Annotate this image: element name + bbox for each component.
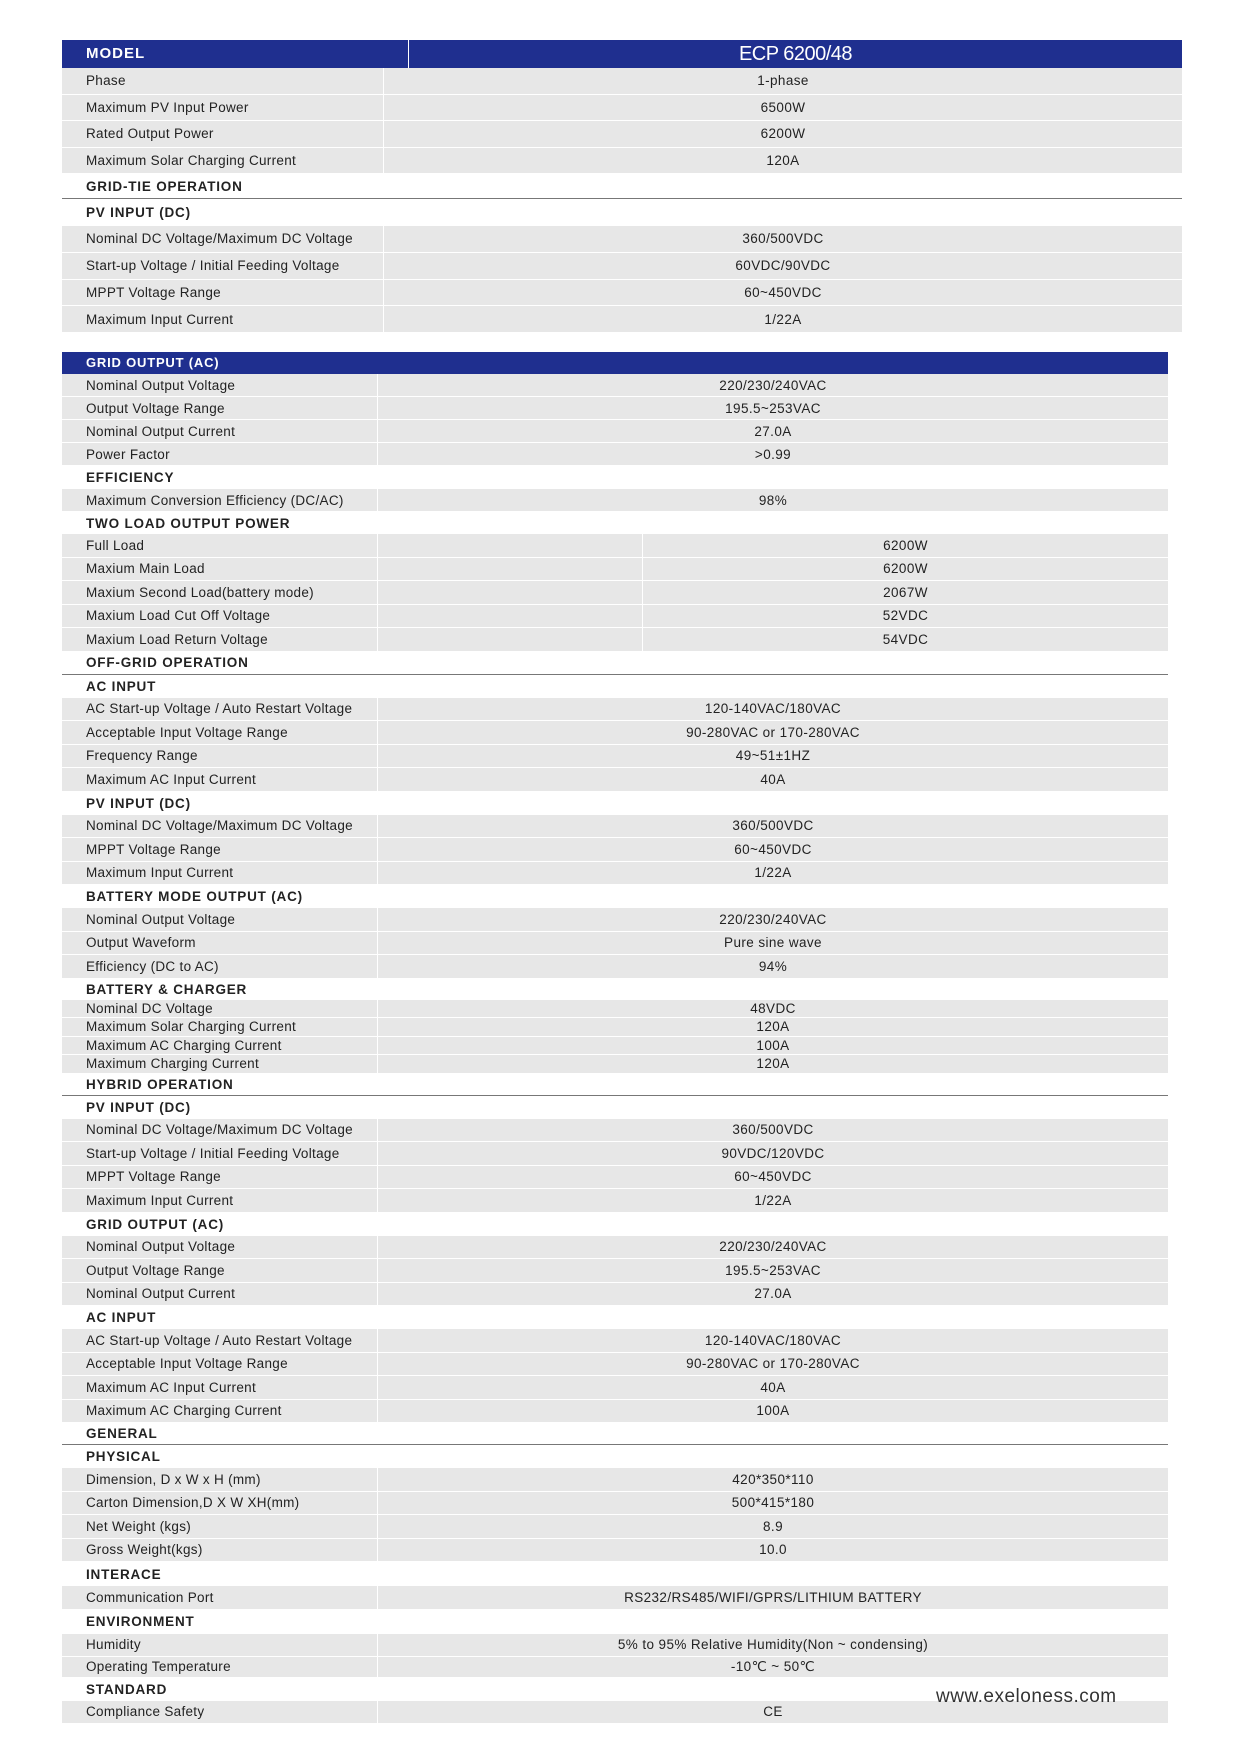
- subsection-title-ac-input: AC INPUT: [86, 1310, 157, 1325]
- section-title-hybrid: HYBRID OPERATION: [62, 1074, 1168, 1096]
- spec-label: Carton Dimension,D X W XH(mm): [62, 1492, 378, 1515]
- spec-row: [62, 1055, 1168, 1074]
- spec-row: [62, 121, 1182, 148]
- spec-value: 500*415*180: [731, 1495, 815, 1511]
- spec-row: [62, 1283, 1168, 1307]
- spec-row: [62, 1400, 1168, 1424]
- subsection-title-battery-mode: BATTERY MODE OUTPUT (AC): [86, 889, 303, 904]
- spec-row: [62, 932, 1168, 956]
- spec-row: [62, 420, 1168, 443]
- spec-row: [62, 226, 1182, 253]
- spec-value: 220/230/240VAC: [719, 1239, 827, 1255]
- spec-label: Maximum Charging Current: [62, 1055, 378, 1073]
- spec-row: [62, 374, 1168, 397]
- spec-value: 5% to 95% Relative Humidity(Non ~ condensing): [617, 1637, 929, 1652]
- spec-row: [62, 1166, 1168, 1190]
- spec-row: [62, 1376, 1168, 1400]
- spec-row: [62, 148, 1182, 175]
- spec-value: 90-280VAC or 170-280VAC: [686, 724, 860, 740]
- spec-value: 120-140VAC/180VAC: [704, 1332, 842, 1348]
- spec-value: 360/500VDC: [742, 231, 824, 247]
- spec-label: Output Waveform: [62, 932, 378, 955]
- spec-value: 360/500VDC: [732, 1122, 814, 1138]
- spec-label: Maximum Input Current: [62, 862, 378, 885]
- spec-value: CE: [763, 1704, 783, 1719]
- spec-label: Nominal Output Voltage: [62, 374, 378, 396]
- spec-value: 8.9: [763, 1518, 783, 1534]
- grid-output-header: [62, 352, 1168, 374]
- subsection-title-pv-input: PV INPUT (DC): [86, 205, 191, 220]
- spec-row: [62, 95, 1182, 122]
- spec-label: Maximum Solar Charging Current: [62, 148, 384, 174]
- spec-label: Maximum PV Input Power: [62, 95, 384, 121]
- spec-value: RS232/RS485/WIFI/GPRS/LITHIUM BATTERY: [624, 1589, 922, 1605]
- spec-label: Maxium Load Return Voltage: [62, 628, 378, 651]
- spec-row: [62, 558, 1168, 582]
- spec-value: 120A: [756, 1019, 790, 1035]
- spec-label: Nominal Output Current: [62, 420, 378, 442]
- spec-value: 195.5~253VAC: [725, 1262, 821, 1278]
- top-spec-table: [62, 40, 1182, 333]
- spec-row: [62, 1657, 1168, 1678]
- main-spec-table: [62, 352, 1168, 1724]
- spec-row: [62, 306, 1182, 333]
- spec-label: Maximum Solar Charging Current: [62, 1018, 378, 1036]
- spec-label: Output Voltage Range: [62, 1259, 378, 1282]
- spec-value: 6500W: [760, 99, 806, 115]
- spec-value: 1/22A: [764, 311, 802, 327]
- subsection-title-ac-input: AC INPUT: [86, 678, 157, 694]
- section-title-off-grid: OFF-GRID OPERATION: [62, 652, 1168, 675]
- spec-row: [62, 1000, 1168, 1019]
- spec-value: 49~51±1HZ: [735, 748, 811, 764]
- spec-value: 100A: [756, 1037, 790, 1053]
- spec-label: MPPT Voltage Range: [62, 1166, 378, 1189]
- spec-value: 1-phase: [757, 73, 809, 89]
- spec-row: [62, 838, 1168, 862]
- spec-value: 90VDC/120VDC: [721, 1145, 825, 1161]
- subsection-title-standard: STANDARD: [86, 1681, 168, 1697]
- spec-row: [62, 698, 1168, 722]
- spec-label: Nominal DC Voltage/Maximum DC Voltage: [62, 226, 384, 252]
- model-header: [62, 40, 1182, 68]
- spec-row: [62, 1492, 1168, 1516]
- spec-label: Frequency Range: [62, 745, 378, 768]
- spec-value: 220/230/240VAC: [719, 911, 827, 927]
- spec-label: Nominal DC Voltage: [62, 1000, 378, 1018]
- spec-label: Humidity: [62, 1634, 378, 1656]
- spec-row: [62, 721, 1168, 745]
- subsection-title-battery-charger: BATTERY & CHARGER: [86, 981, 248, 997]
- spec-label: Nominal Output Current: [62, 1283, 378, 1306]
- spec-value: 2067W: [883, 584, 928, 600]
- spec-value: 6200W: [760, 126, 806, 142]
- spec-label: Power Factor: [62, 443, 378, 465]
- spec-row: [62, 1539, 1168, 1563]
- spec-value: 40A: [760, 1379, 786, 1395]
- spec-row: [62, 397, 1168, 420]
- spec-label: Nominal Output Voltage: [62, 1236, 378, 1259]
- spec-label: Maximum AC Input Current: [62, 1376, 378, 1399]
- spec-value: >0.99: [754, 446, 792, 462]
- spec-label: Operating Temperature: [62, 1657, 378, 1677]
- spec-value: 120-140VAC/180VAC: [704, 701, 842, 717]
- subsection-title-two-load: TWO LOAD OUTPUT POWER: [86, 515, 291, 531]
- spec-label: MPPT Voltage Range: [62, 838, 378, 861]
- spec-value: 60VDC/90VDC: [735, 258, 831, 274]
- spec-value: 48VDC: [750, 1000, 796, 1016]
- spec-row: [62, 1142, 1168, 1166]
- spec-label: Maximum AC Charging Current: [62, 1037, 378, 1055]
- spec-label: Nominal DC Voltage/Maximum DC Voltage: [62, 815, 378, 838]
- spec-row: [62, 862, 1168, 886]
- spec-value: 195.5~253VAC: [725, 400, 821, 416]
- spec-label: Nominal DC Voltage/Maximum DC Voltage: [62, 1119, 378, 1142]
- spec-value: 60~450VDC: [734, 841, 812, 857]
- spec-label: Efficiency (DC to AC): [62, 955, 378, 978]
- spec-row: [62, 1468, 1168, 1492]
- spec-label: Net Weight (kgs): [62, 1515, 378, 1538]
- spec-row: [62, 534, 1168, 558]
- spec-row: [62, 1037, 1168, 1056]
- spec-row: [62, 768, 1168, 792]
- spec-row: [62, 1634, 1168, 1657]
- spec-row: [62, 908, 1168, 932]
- spec-label: Compliance Safety: [62, 1701, 378, 1723]
- spec-row: [62, 745, 1168, 769]
- spec-label: Communication Port: [62, 1586, 378, 1609]
- section-title-grid-tie: GRID-TIE OPERATION: [62, 174, 1182, 199]
- spec-value: 120A: [766, 152, 800, 168]
- spec-label: Maximum AC Charging Current: [62, 1400, 378, 1423]
- subsection-title-pv-input: PV INPUT (DC): [86, 1099, 191, 1115]
- spec-value: 27.0A: [754, 423, 792, 439]
- website-link[interactable]: www.exeloness.com: [936, 1686, 1117, 1707]
- spec-row: [62, 1189, 1168, 1213]
- spec-value: 90-280VAC or 170-280VAC: [686, 1356, 860, 1372]
- spec-label: Gross Weight(kgs): [62, 1539, 378, 1562]
- spec-row: [62, 955, 1168, 979]
- subsection-title-interface: INTERACE: [86, 1566, 162, 1582]
- spec-value: 420*350*110: [732, 1471, 814, 1487]
- spec-label: MPPT Voltage Range: [62, 280, 384, 306]
- spec-row: [62, 1353, 1168, 1377]
- spec-value: 6200W: [883, 561, 928, 577]
- spec-row: [62, 443, 1168, 466]
- spec-value: 98%: [758, 492, 788, 508]
- spec-row: [62, 1515, 1168, 1539]
- spec-label: Full Load: [62, 534, 378, 557]
- spec-label: Acceptable Input Voltage Range: [62, 721, 378, 744]
- model-value: ECP 6200/48: [738, 43, 853, 65]
- spec-row: [62, 68, 1182, 95]
- spec-label: Maxium Main Load: [62, 558, 378, 581]
- spec-value: 94%: [758, 958, 788, 974]
- spec-label: Nominal Output Voltage: [62, 908, 378, 931]
- spec-row: [62, 1236, 1168, 1260]
- spec-row: [62, 815, 1168, 839]
- spec-row: [62, 1329, 1168, 1353]
- spec-label: Maxium Load Cut Off Voltage: [62, 605, 378, 628]
- spec-row: [62, 1018, 1168, 1037]
- spec-row: [62, 253, 1182, 280]
- spec-value: 100A: [756, 1403, 790, 1419]
- spec-label: Dimension, D x W x H (mm): [62, 1468, 378, 1491]
- spec-row: [62, 489, 1168, 512]
- subsection-title-environment: ENVIRONMENT: [86, 1614, 195, 1629]
- section-title-general: GENERAL: [62, 1423, 1168, 1445]
- grid-output-title: GRID OUTPUT (AC): [86, 355, 220, 370]
- spec-label: Start-up Voltage / Initial Feeding Voltage: [62, 1142, 378, 1165]
- model-label: MODEL: [62, 40, 409, 68]
- subsection-title-efficiency: EFFICIENCY: [86, 470, 175, 485]
- spec-value: 52VDC: [882, 608, 929, 624]
- spec-label: Maximum Input Current: [62, 1189, 378, 1212]
- spec-label: Maxium Second Load(battery mode): [62, 581, 378, 604]
- spec-label: Maximum Conversion Efficiency (DC/AC): [62, 489, 378, 511]
- spec-label: Acceptable Input Voltage Range: [62, 1353, 378, 1376]
- spec-row: [62, 628, 1168, 652]
- spec-label: Output Voltage Range: [62, 397, 378, 419]
- spec-label: AC Start-up Voltage / Auto Restart Voltage: [62, 1329, 378, 1352]
- spec-label: Maximum Input Current: [62, 306, 384, 332]
- spec-row: [62, 1586, 1168, 1610]
- spec-value: 220/230/240VAC: [719, 377, 827, 393]
- subsection-title-physical: PHYSICAL: [86, 1449, 161, 1464]
- spec-label: Rated Output Power: [62, 121, 384, 147]
- spec-row: [62, 1259, 1168, 1283]
- spec-row: [62, 605, 1168, 629]
- spec-value: -10℃ ~ 50℃: [730, 1658, 816, 1674]
- spec-value: 60~450VDC: [734, 1169, 812, 1185]
- spec-value: 27.0A: [754, 1286, 792, 1302]
- subsection-title-pv-input: PV INPUT (DC): [86, 795, 191, 811]
- spec-value: 60~450VDC: [744, 284, 822, 300]
- spec-row: [62, 581, 1168, 605]
- spec-value: 120A: [756, 1056, 790, 1072]
- spec-row: [62, 280, 1182, 307]
- spec-label: AC Start-up Voltage / Auto Restart Voltage: [62, 698, 378, 721]
- spec-value: 40A: [760, 771, 786, 787]
- spec-label: Start-up Voltage / Initial Feeding Voltage: [62, 253, 384, 279]
- spec-row: [62, 1119, 1168, 1143]
- spec-value: 1/22A: [754, 1192, 792, 1208]
- spec-value: Pure sine wave: [724, 935, 822, 951]
- spec-value: 360/500VDC: [732, 818, 814, 834]
- spec-value: 10.0: [759, 1542, 787, 1558]
- spec-label: Maximum AC Input Current: [62, 768, 378, 791]
- spec-value: 6200W: [883, 537, 928, 553]
- spec-value: 54VDC: [882, 631, 929, 647]
- spec-value: 1/22A: [754, 865, 792, 881]
- spec-label: Phase: [62, 68, 384, 94]
- subsection-title-grid-output: GRID OUTPUT (AC): [86, 1216, 225, 1232]
